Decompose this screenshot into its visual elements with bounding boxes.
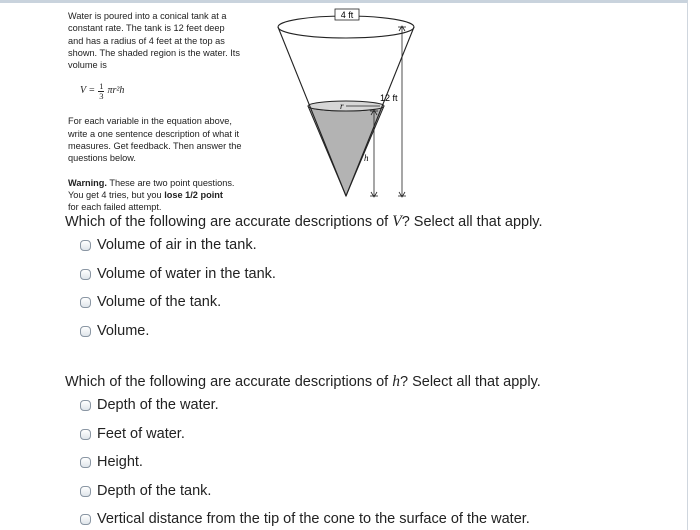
instruction-line: questions below. [68, 153, 136, 164]
option-label: Volume of water in the tank. [97, 266, 276, 282]
option-h-vertical-distance[interactable] [80, 509, 530, 529]
question-text: Which of the following are accurate descriptions of [65, 374, 393, 390]
checkbox[interactable] [80, 457, 91, 468]
option-h-height[interactable] [80, 452, 143, 472]
intro-line: and has a radius of 4 feet at the top as [68, 35, 225, 46]
top-radius-label: 4 ft [340, 10, 354, 20]
checkbox[interactable] [80, 326, 91, 337]
checkbox[interactable] [80, 297, 91, 308]
instruction-line: write a one sentence description of what it [68, 128, 240, 139]
volume-formula [80, 79, 273, 103]
question-variable: V [392, 213, 402, 230]
checkbox[interactable] [80, 429, 91, 440]
option-label: Depth of the water. [97, 397, 219, 413]
question-h-prompt [65, 373, 541, 391]
question-text: Which of the following are accurate descriptions of [65, 214, 393, 230]
warning-line-3: for each failed attempt. [68, 202, 162, 213]
question-v-prompt [65, 213, 543, 231]
checkbox[interactable] [80, 269, 91, 280]
option-label: Volume. [97, 323, 150, 339]
option-v-volume-water[interactable] [80, 264, 276, 284]
warning-label: Warning. [68, 177, 107, 188]
question-text: ? Select all that apply. [399, 374, 541, 390]
intro-line: volume is [68, 60, 107, 71]
checkbox[interactable] [80, 400, 91, 411]
option-label: Feet of water. [97, 426, 185, 442]
option-h-depth-tank[interactable] [80, 481, 211, 501]
checkbox[interactable] [80, 240, 91, 251]
water-region [308, 106, 384, 196]
fraction-denominator: 3 [99, 90, 104, 101]
tank-depth-label: 12 ft [380, 93, 398, 103]
question-variable: h [392, 373, 400, 390]
option-v-volume[interactable] [80, 321, 149, 341]
option-h-depth-water[interactable] [80, 395, 219, 415]
cone-diagram [272, 6, 432, 206]
warning-text: These are two point questions. [106, 177, 235, 188]
intro-line: Water is poured into a conical tank at a [68, 11, 227, 21]
formula-rhs: πr²h [107, 85, 125, 97]
fraction-numerator: 1 [99, 80, 104, 91]
option-h-feet-water[interactable] [80, 424, 185, 444]
warning-text: You get 4 tries, but you [68, 189, 165, 200]
option-label: Vertical distance from the tip of the cone to the surface of the water. [97, 511, 530, 527]
penalty-text: lose 1/2 point [164, 189, 223, 200]
instruction-line: measures. Get feedback. Then answer the [68, 141, 242, 152]
checkbox[interactable] [80, 514, 91, 525]
option-label: Height. [97, 454, 143, 470]
option-label: Depth of the tank. [97, 483, 212, 499]
question-text: ? Select all that apply. [401, 214, 543, 230]
option-label: Volume of the tank. [97, 294, 222, 310]
intro-line: constant rate. The tank is 12 feet deep [68, 23, 225, 34]
warning-line-1 [68, 177, 273, 189]
instruction-line: For each variable in the equation above, [68, 116, 232, 127]
problem-statement [68, 10, 273, 214]
height-variable: h [364, 153, 369, 163]
formula-fraction [98, 82, 104, 101]
option-v-volume-air[interactable] [80, 235, 257, 255]
option-label: Volume of air in the tank. [97, 237, 257, 253]
intro-line: shown. The shaded region is the water. Its [68, 47, 240, 58]
radius-variable: r [340, 101, 344, 111]
checkbox[interactable] [80, 486, 91, 497]
option-v-volume-tank[interactable] [80, 292, 221, 312]
formula-lhs: V = [80, 85, 96, 97]
warning-line-2 [68, 189, 273, 201]
